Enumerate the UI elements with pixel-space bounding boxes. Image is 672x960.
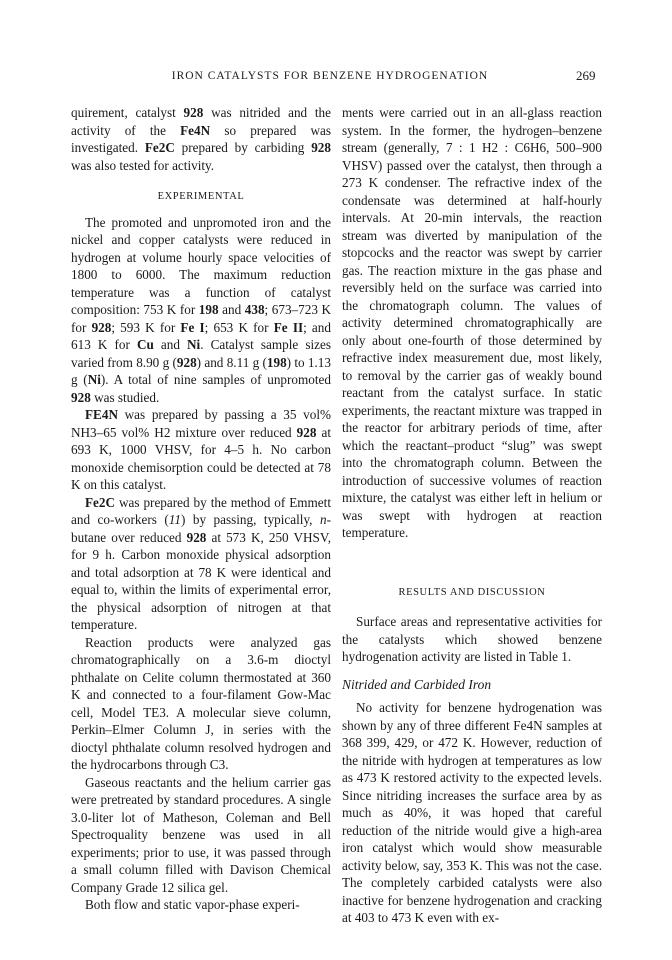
section-heading-results: RESULTS AND DISCUSSION <box>398 586 546 598</box>
page-number: 269 <box>576 68 596 83</box>
paragraph-catalyst-reduction: The promoted and unpromoted iron and the nickel and copper catalysts were reduced in hydrogen at volume hourly space velocities of 1800 to 6000. The maximum reduction temperature was a function of catalyst composition: 753 K for 198 and 438; 673–723 K for 928; 593 K for Fe I; 653 K for Fe II; and 613 K for Cu and Ni. Catalyst sample sizes varied from 8.90 g (928) and 8.11 g (198) to 1.13 g (Ni). A total of nine samples of unpromoted 928 was studied. <box>71 214 331 405</box>
paragraph-reaction-system: ments were carried out in an all-glass reaction system. In the former, the hydrogen–benzene stream (generally, 7 : 1 H2 : C6H6, 500–900 VHSV) passed over the catalyst, then through a 273 K condenser. The refractive index of the condensate was determined at half-hourly intervals. At 20-min intervals, the reaction stream was diverted by manipulation of the stopcocks and the reactor was swept by carrier gas. The reaction mixture in the gas phase and reversibly held on the surface was carried into the chromatograph column. The values of activity determined chromatographically are only about one-fourth of those determined by refractive index measurement due, most likely, to removal by the carrier gas of weakly bound reactant from the catalyst surface. In static experiments, the reactant mixture was trapped in the reactor for arbitrary periods of time, after which the reactant–product “slug” was swept into the chromatograph column. Between the introduction of successive volumes of reaction mixture, the catalyst was either left in helium or was swept with hydrogen at reaction temperature. <box>342 105 602 540</box>
right-column <box>342 104 602 927</box>
subsection-heading-nitrided: Nitrided and Carbided Iron <box>342 676 492 692</box>
running-head: IRON CATALYSTS FOR BENZENE HYDROGENATION <box>171 70 489 82</box>
paragraph-surface-areas: Surface areas and representative activities for the catalysts which showed benzene hydrogenation activity are listed in Table 1. <box>342 614 602 664</box>
paragraph-fe2c-preparation: Fe2C was prepared by the method of Emmett and co-workers (11) by passing, typically, n-butane over reduced 928 at 573 K, 250 VHSV, for 9 h. Carbon monoxide physical adsorption and total adsorption at 78 K were identical and equal to, within the limits of experimental error, the physical adsorption of nitrogen at that temperature. <box>71 494 331 632</box>
paragraph-fe4n-preparation: FE4N was prepared by passing a 35 vol% NH3–65 vol% H2 mixture over reduced 928 at 693 K, 1000 VHSV, for 4–5 h. No carbon monoxide chemisorption could be detected at 78 K on this catalyst. <box>71 407 331 492</box>
paragraph-product-analysis: Reaction products were analyzed gas chromatographically on a 3.6-m dioctyl phthalate on Celite column thermostated at 360 K and connected to a four-filament Gow-Mac cell, Model TE3. A molecular sieve column, Perkin–Elmer Column J, in series with the dioctyl phthalate column resolved hydrogen and the hydrocarbons through C3. <box>71 634 331 772</box>
section-heading-experimental: EXPERIMENTAL <box>157 191 245 202</box>
paragraph-gas-pretreatment: Gaseous reactants and the helium carrier gas were pretreated by standard procedures. A single 3.0-liter lot of Matheson, Coleman and Bell Spectroquality benzene was used in all experiments; prior to use, it was passed through a small column filled with Davison Chemical Company Grade 12 silica gel. <box>71 774 331 895</box>
paragraph-nitrided-results: No activity for benzene hydrogenation was shown by any of three different Fe4N samples at 368 399, 429, or 472 K. However, reduction of the nitride with hydrogen at temperatures as low as 473 K restored activity to the expected levels. Since nitriding increases the surface area by as much as 40%, it was hoped that careful reduction of the nitride would give a high-area iron catalyst which would show measurable activity below, say, 353 K. This was not the case. The completely carbided catalysts were also inactive for benzene hydrogenation and cracking at 403 to 473 K even with ex- <box>342 700 602 925</box>
intro-paragraph-end: quirement, catalyst 928 was nitrided and the activity of the Fe4N so prepared was investigated. Fe2C prepared by carbiding 928 was also tested for activity. <box>71 105 331 173</box>
left-column <box>71 104 331 914</box>
paragraph-experiments-start: Both flow and static vapor-phase experi- <box>85 897 300 912</box>
